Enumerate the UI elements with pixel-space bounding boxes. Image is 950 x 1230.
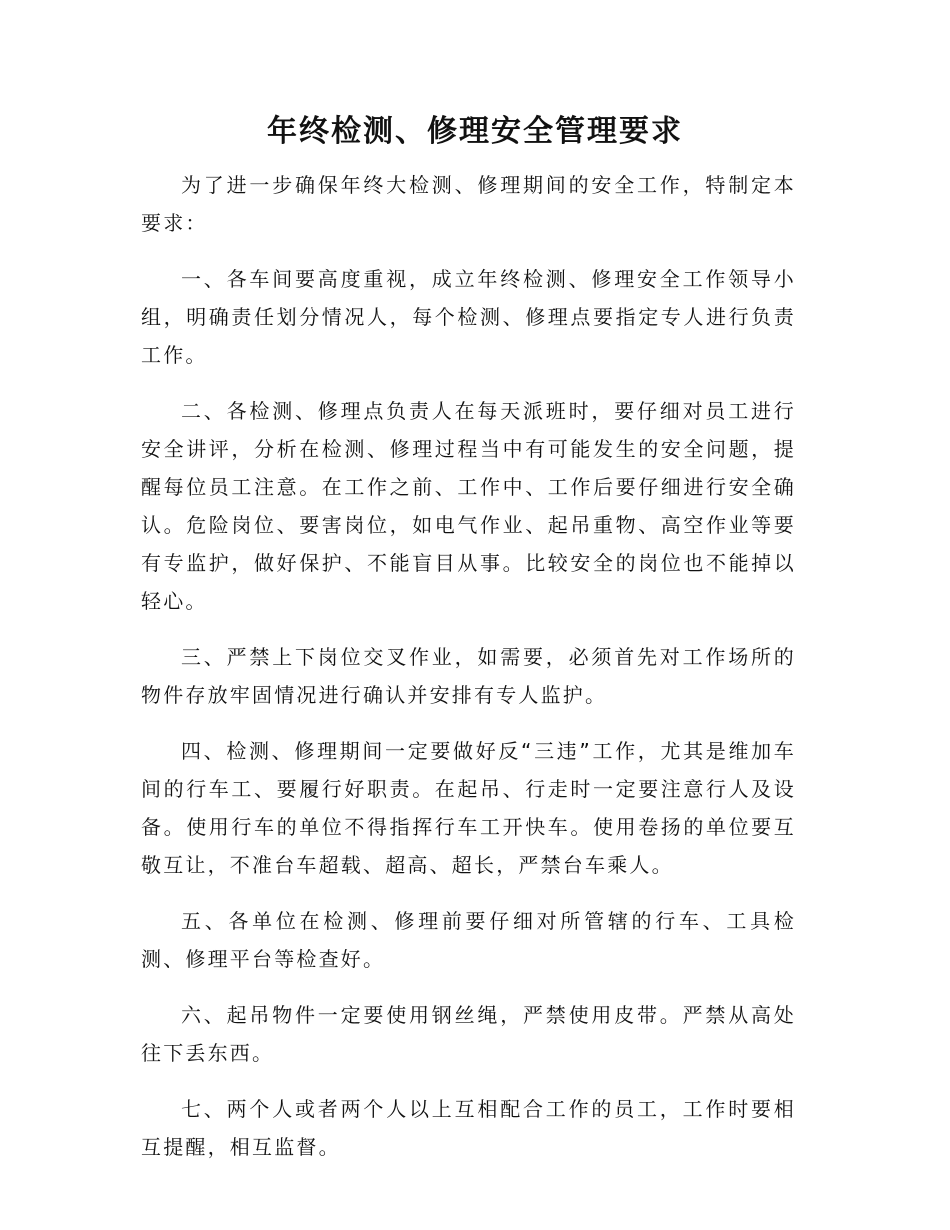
paragraph-2: 二、各检测、修理点负责人在每天派班时，要仔细对员工进行安全讲评，分析在检测、修理过程当中有可能发生的安全问题，提醒每位员工注意。在工作之前、工作中、工作后要仔细进行安全确认。危险岗位、要害岗位，如电气作业、起吊重物、高空作业等要有专监护，做好保护、不能盲目从事。比较安全的岗位也不能掉以轻心。 [141,399,796,613]
document-title: 年终检测、修理安全管理要求 [267,114,683,149]
paragraph-1: 一、各车间要高度重视，成立年终检测、修理安全工作领导小组，明确责任划分情况人，每个检测、修理点要指定专人进行负责工作。 [141,267,796,367]
paragraph-3: 三、严禁上下岗位交叉作业，如需要，必须首先对工作场所的物件存放牢固情况进行确认并安排有专人监护。 [141,645,796,707]
paragraph-4: 四、检测、修理期间一定要做好反“三违”工作，尤其是维加车间的行车工、要履行好职责。在起吊、行走时一定要注意行人及设备。使用行车的单位不得指挥行车工开快车。使用卷扬的单位要互敬互让，不准台车超载、超高、超长，严禁台车乘人。 [141,739,796,877]
paragraph-7: 七、两个人或者两个人以上互相配合工作的员工，工作时要相互提醒，相互监督。 [141,1097,796,1159]
document-body [141,166,796,1166]
intro-paragraph: 为了进一步确保年终大检测、修理期间的安全工作，特制定本要求： [141,173,796,235]
paragraph-6: 六、起吊物件一定要使用钢丝绳，严禁使用皮带。严禁从高处往下丢东西。 [141,1003,796,1065]
paragraph-5: 五、各单位在检测、修理前要仔细对所管辖的行车、工具检测、修理平台等检查好。 [141,909,796,971]
